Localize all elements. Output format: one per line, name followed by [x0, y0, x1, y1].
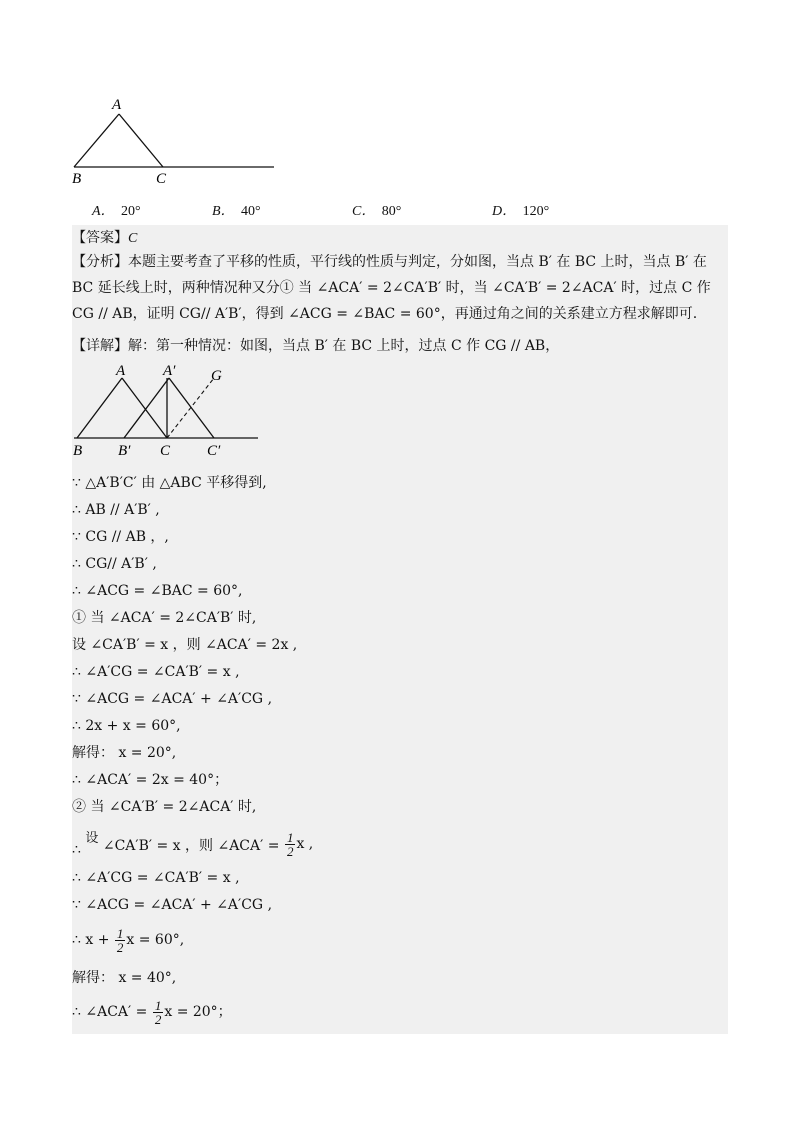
- step-line: ∵ ∠ACG = ∠ACA′ + ∠A′CG ,: [72, 691, 273, 707]
- step-line: ∴ AB // A′B′ ,: [72, 502, 160, 518]
- step-line: ∴ ∠A′CG = ∠CA′B′ = x ,: [72, 870, 240, 886]
- answer-value: C: [128, 231, 138, 246]
- triangle-figure-1: [60, 92, 290, 187]
- analysis-tag: 【分析】: [72, 254, 128, 270]
- step-line: 解得： x = 40°,: [72, 970, 177, 986]
- segment-ab: [74, 114, 119, 167]
- step-line: ∴ ∠A′CG = ∠CA′B′ = x ,: [72, 664, 240, 680]
- label-c: C: [156, 171, 167, 187]
- step-line: ① 当 ∠ACA′ = 2∠CA′B′ 时,: [72, 610, 257, 626]
- step-line: ∴ CG// A′B′ ,: [72, 556, 157, 572]
- step-line: 设 ∠CA′B′ = x ，则 ∠ACA′ = 2x ,: [72, 637, 298, 653]
- label-b-prime: B′: [118, 443, 131, 459]
- step-line: ∵ ∠ACG = ∠ACA′ + ∠A′CG ,: [72, 897, 273, 913]
- analysis-paragraph: [72, 249, 722, 327]
- option-a[interactable]: A． 20°: [92, 204, 141, 219]
- step-line: ② 当 ∠CA′B′ = 2∠ACA′ 时,: [72, 799, 257, 815]
- step-line: ∵ △A′B′C′ 由 △ABC 平移得到,: [72, 475, 267, 491]
- step-line: ∴ ∠ACA′ = 2x = 40°；: [72, 772, 229, 788]
- label-c-prime: C′: [207, 443, 221, 459]
- step-line: 解得： x = 20°,: [72, 745, 177, 761]
- answer-line: [72, 228, 137, 249]
- option-c[interactable]: C． 80°: [352, 204, 402, 219]
- solution-panel: [72, 225, 728, 1034]
- label-c: C: [160, 443, 171, 459]
- option-d[interactable]: D． 120°: [492, 204, 550, 219]
- translation-figure-2: [72, 361, 272, 461]
- step-line: ∵ CG // AB ，,: [72, 529, 169, 545]
- label-g: G: [211, 368, 222, 384]
- step-line: ∴ ∠ACG = ∠BAC = 60°,: [72, 583, 243, 599]
- detail-intro-text: 解：第一种情况：如图，当点 B′ 在 BC 上时，过点 C 作 CG // AB，: [128, 338, 560, 354]
- label-a: A: [112, 97, 122, 113]
- segment-ab: [77, 378, 122, 438]
- step-line-fraction: ∴ 设 ∠CA′B′ = x ，则 ∠ACA′ = $\frac{1}{2}$ x ,: [72, 829, 314, 859]
- fraction-half: $\frac{1}{2}$: [286, 829, 294, 859]
- step-line-fraction: ∴ ∠ACA′ = $\frac{1}{2}$ x = 20°；: [72, 997, 232, 1027]
- answer-tag: 【答案】: [72, 230, 128, 246]
- analysis-text: 本题主要考查了平移的性质，平行线的性质与判定，分如图，当点 B′ 在 BC 上时，当点 B′ 在 BC 延长线上时，两种情况种又分① 当 ∠ACA′ = 2∠CA′B′ 时，当 ∠CA′B′ = 2∠ACA′ 时，过点 C 作 CG // AB，证明 CG// A′B′，得到 ∠ACG = ∠BAC = 60°，再通过角之间的关系建立方程求解即可.: [72, 254, 711, 322]
- step-line: ∴ 2x + x = 60°,: [72, 718, 181, 734]
- segment-ac: [122, 378, 167, 438]
- label-b: B: [72, 171, 82, 187]
- fraction-half: $\frac{1}{2}$: [116, 925, 124, 955]
- segment-a2b2: [124, 378, 169, 438]
- label-b: B: [73, 443, 83, 459]
- label-a-prime: A′: [163, 363, 176, 379]
- segment-ac: [119, 114, 163, 167]
- detail-tag: 【详解】: [72, 338, 128, 354]
- detail-intro: [72, 336, 559, 356]
- label-a: A: [116, 363, 126, 379]
- option-b[interactable]: B． 40°: [212, 204, 261, 219]
- fraction-half: $\frac{1}{2}$: [154, 997, 162, 1027]
- step-line-fraction: ∴ x + $\frac{1}{2}$ x = 60°,: [72, 925, 185, 955]
